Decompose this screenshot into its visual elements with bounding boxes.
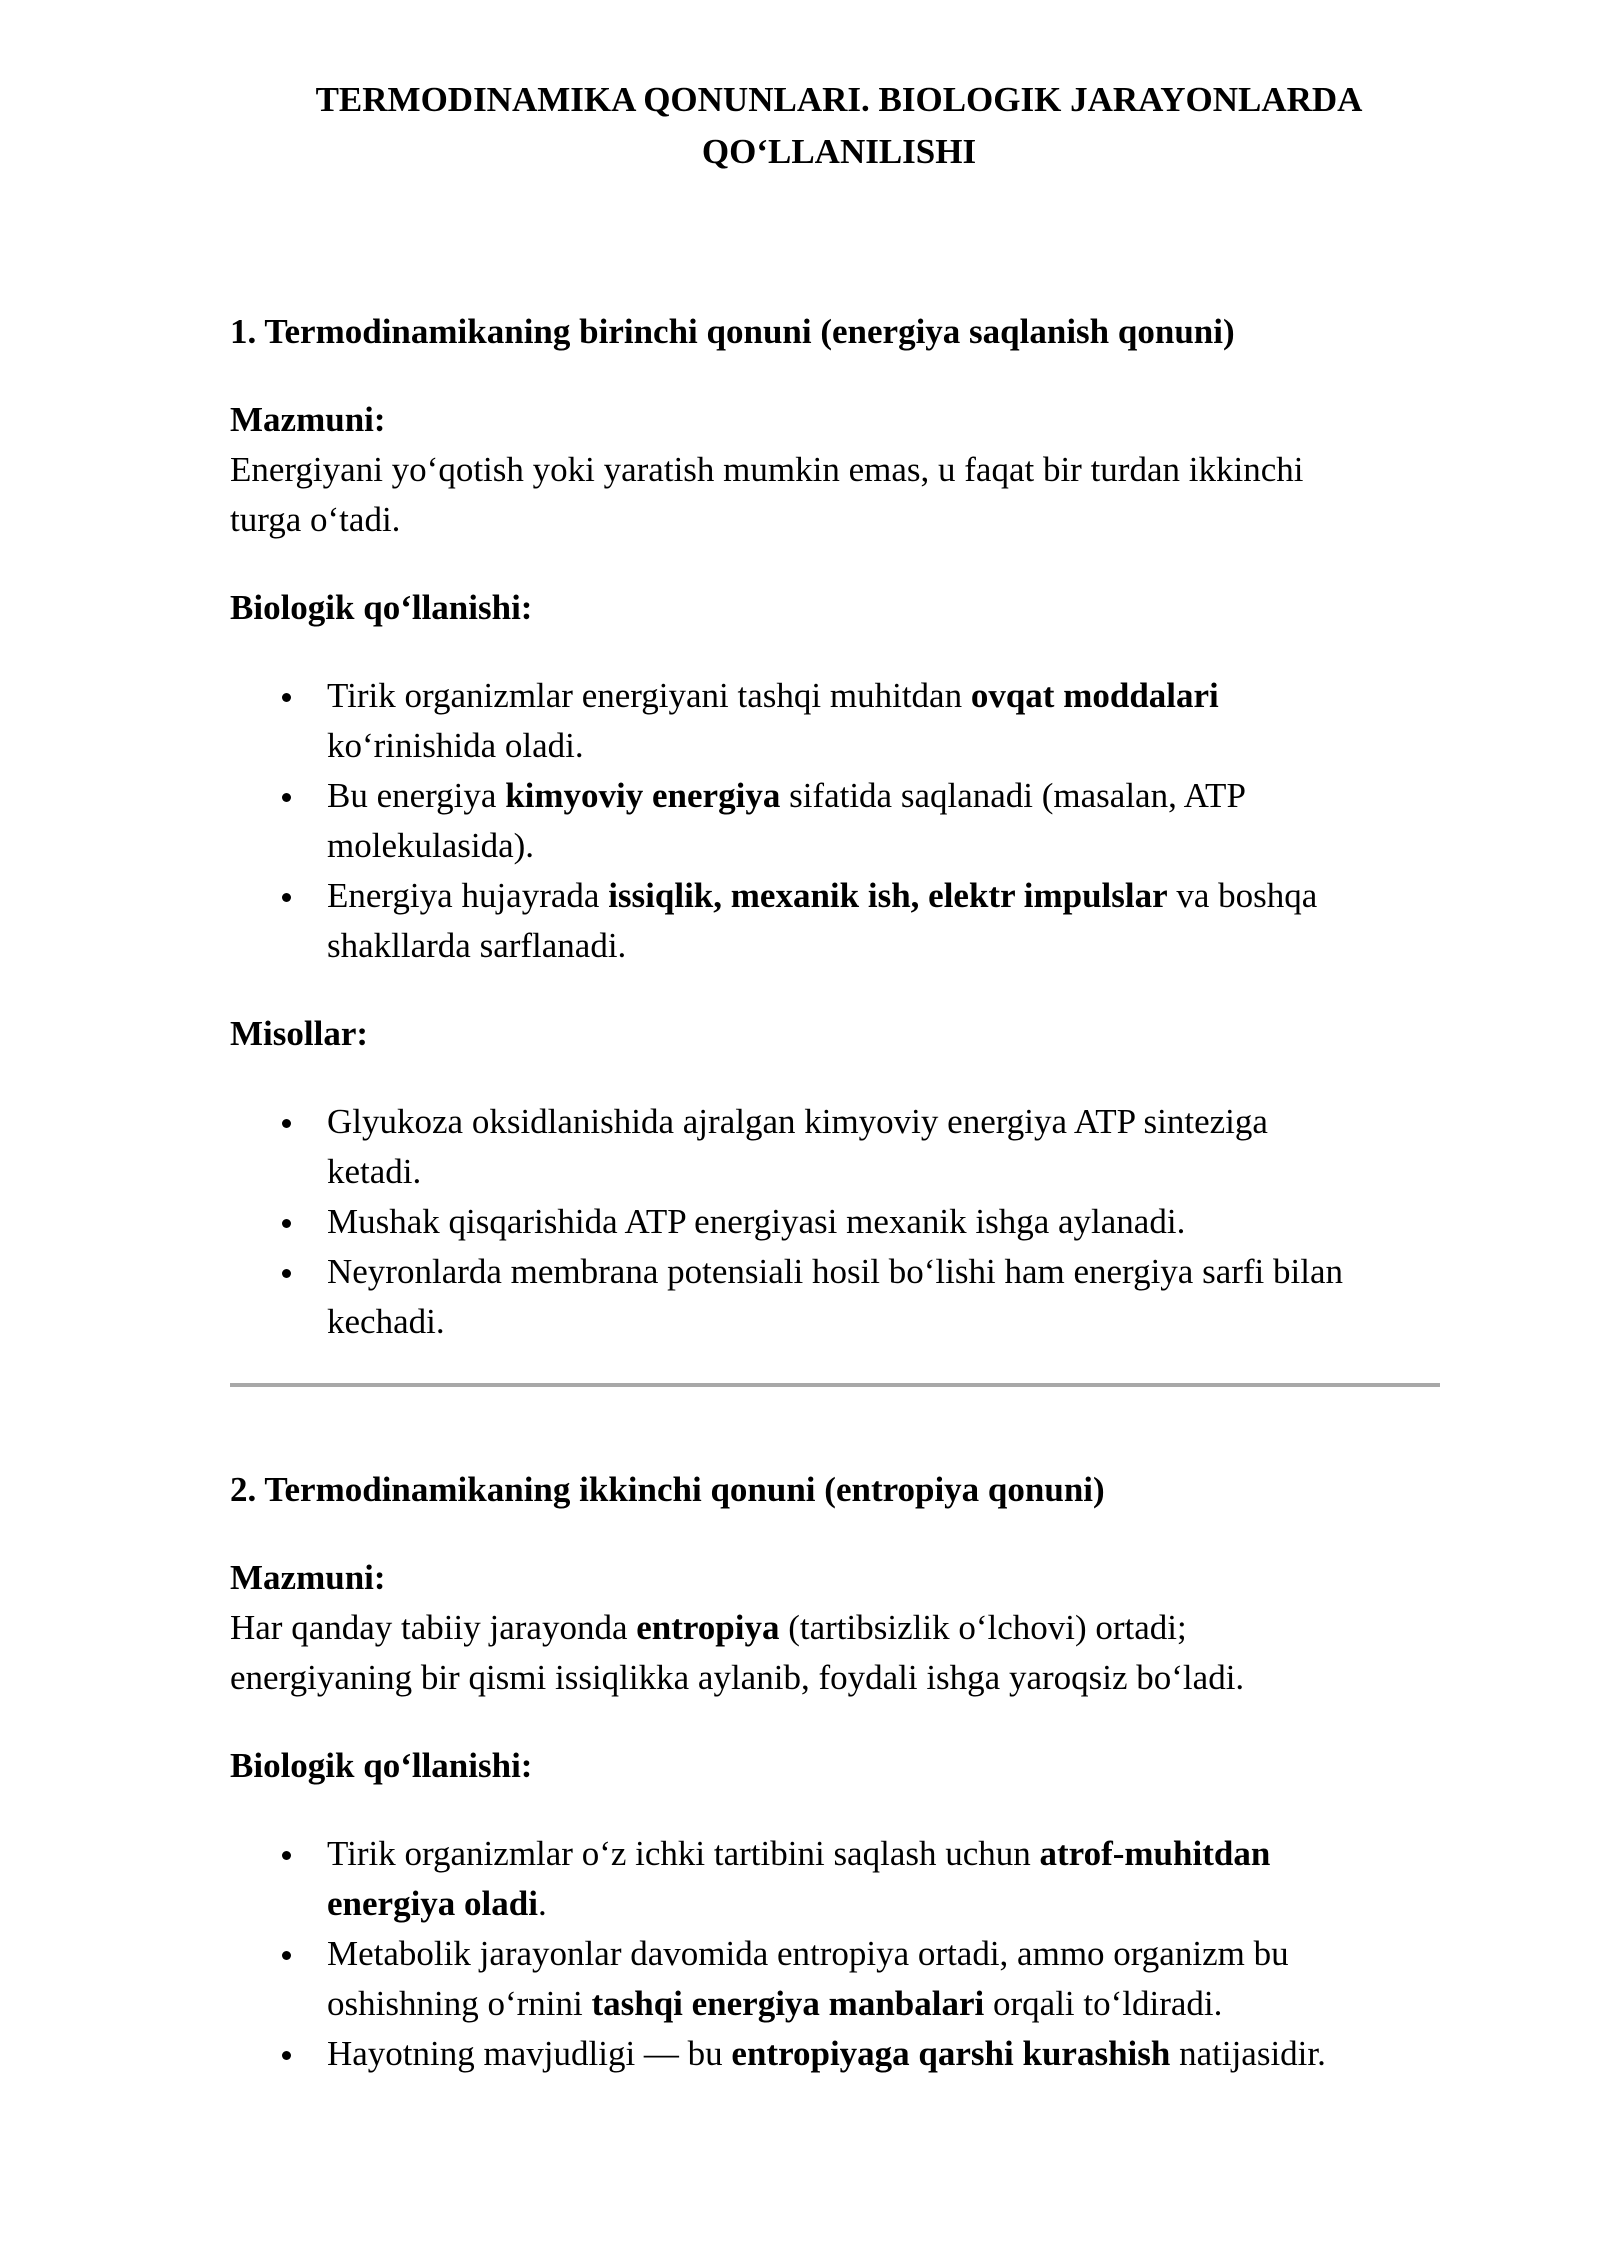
- list-item: Bu energiya kimyoviy energiya sifatida saqlanadi (masalan, ATP molekulasida).: [230, 771, 1440, 871]
- section1-mazmuni-text: [230, 445, 1440, 545]
- section1-misollar-label: Misollar:: [230, 1014, 369, 1053]
- section1-bio-label: Biologik qo‘llanishi:: [230, 588, 533, 627]
- bullet-icon: [282, 2051, 291, 2060]
- document-page: [230, 74, 1440, 2079]
- bullet-icon: [282, 1219, 291, 1228]
- section1-bio-list: [230, 671, 1440, 971]
- section2-bio-label: Biologik qo‘llanishi:: [230, 1746, 533, 1785]
- list-item: Glyukoza oksidlanishida ajralgan kimyoviy energiya ATP sinteziga ketadi.: [230, 1097, 1440, 1197]
- section1-misollar-list: [230, 1097, 1440, 1347]
- bullet-icon: [282, 1119, 291, 1128]
- section1-mazmuni-line1: Energiyani yo‘qotish yoki yaratish mumkin emas, u faqat bir turdan ikkinchi: [230, 450, 1304, 489]
- section1-mazmuni-label: Mazmuni:: [230, 400, 386, 439]
- list-item: Tirik organizmlar energiyani tashqi muhitdan ovqat moddalari ko‘rinishida oladi.: [230, 671, 1440, 771]
- section2-bio-list: [230, 1829, 1440, 2079]
- list-item: Energiya hujayrada issiqlik, mexanik ish, elektr impulslar va boshqa shakllarda sarflanadi.: [230, 871, 1440, 971]
- list-item: Mushak qisqarishida ATP energiyasi mexanik ishga aylanadi.: [230, 1197, 1440, 1247]
- section1-heading: 1. Termodinamikaning birinchi qonuni (energiya saqlanish qonuni): [230, 312, 1235, 351]
- list-item: Tirik organizmlar o‘z ichki tartibini saqlash uchun atrof-muhitdan energiya oladi.: [230, 1829, 1440, 1929]
- section1-mazmuni-line2: turga o‘tadi.: [230, 500, 401, 539]
- section2-heading: 2. Termodinamikaning ikkinchi qonuni (entropiya qonuni): [230, 1470, 1105, 1509]
- document-title-line2: QO‘LLANILISHI: [701, 132, 977, 171]
- list-item: Neyronlarda membrana potensiali hosil bo‘lishi ham energiya sarfi bilan kechadi.: [230, 1247, 1440, 1347]
- bullet-icon: [282, 693, 291, 702]
- document-title-line1: TERMODINAMIKA QONUNLARI. BIOLOGIK JARAYONLARDA: [315, 80, 1363, 119]
- bullet-icon: [282, 1269, 291, 1278]
- bullet-icon: [282, 1951, 291, 1960]
- bullet-icon: [282, 1851, 291, 1860]
- bullet-icon: [282, 793, 291, 802]
- bullet-icon: [282, 893, 291, 902]
- list-item: Hayotning mavjudligi — bu entropiyaga qarshi kurashish natijasidir.: [230, 2029, 1440, 2079]
- section2-mazmuni-label: Mazmuni:: [230, 1558, 386, 1597]
- list-item: Metabolik jarayonlar davomida entropiya ortadi, ammo organizm bu oshishning o‘rnini tashqi energiya manbalari orqali to‘ldiradi.: [230, 1929, 1440, 2029]
- document-title: [230, 74, 1440, 178]
- section2-mazmuni-text: Har qanday tabiiy jarayonda entropiya (tartibsizlik o‘lchovi) ortadi; energiyaning bir qismi issiqlikka aylanib, foydali ishga yaroqsiz bo‘ladi.: [230, 1608, 1245, 1697]
